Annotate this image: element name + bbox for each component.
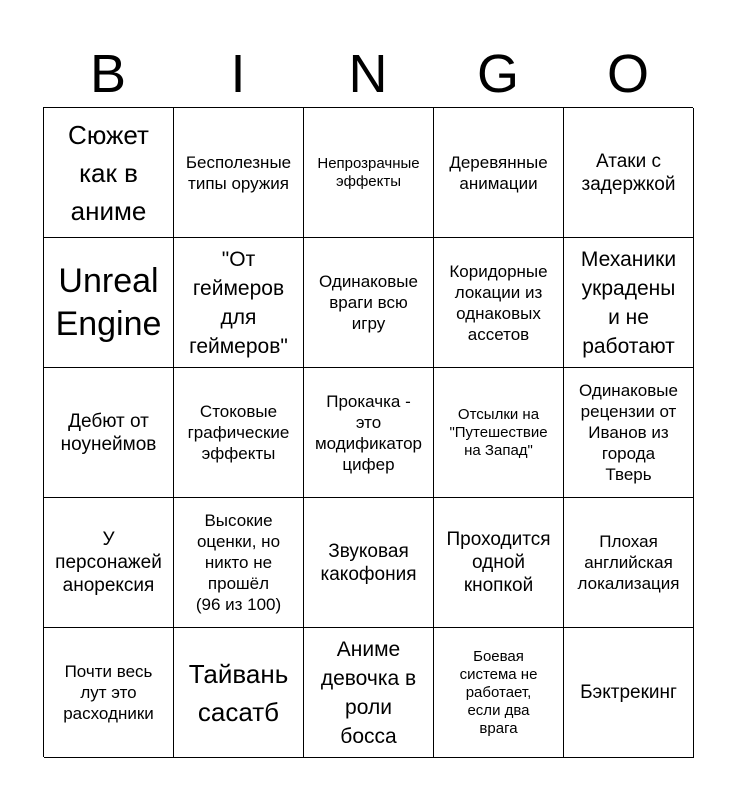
cell-text: Бэктрекинг [580,682,677,703]
header-letter-g: G [476,44,519,104]
bingo-cell-r3c5[interactable] [564,368,694,498]
header-letter-n: N [348,44,388,104]
bingo-cell-r4c3[interactable] [304,498,434,628]
bingo-cell-r2c4[interactable] [434,238,564,368]
bingo-grid [43,107,693,757]
cell-text: Одинаковые рецензии от Иванов из города Тверь [579,381,678,484]
bingo-cell-r4c1[interactable] [44,498,174,628]
bingo-cell-r5c4[interactable] [434,628,564,758]
cell-text: Unreal Engine [55,261,162,343]
cell-text: Дебют от ноунеймов [60,410,157,455]
cell-text: Непрозрачные эффекты [317,154,420,190]
cell-text: Высокие оценки, но никто не прошёл (96 из 100) [195,511,282,614]
cell-text: Боевая система не работает, если два врага [459,647,538,737]
cell-text: Одинаковые враги всю игру [319,272,418,333]
bingo-header [43,42,693,106]
bingo-cell-r3c1[interactable] [44,368,174,498]
bingo-cell-r1c4[interactable] [434,108,564,238]
bingo-cell-r2c1[interactable] [44,238,174,368]
bingo-cell-r4c2[interactable] [174,498,304,628]
bingo-cell-r3c3[interactable] [304,368,434,498]
bingo-cell-r5c3[interactable] [304,628,434,758]
cell-text: Плохая английская локализация [577,532,680,593]
bingo-cell-r3c2[interactable] [174,368,304,498]
bingo-cell-r5c1[interactable] [44,628,174,758]
header-letter-b: B [89,44,127,104]
cell-text: Отсылки на "Путешествие на Запад" [449,405,548,459]
bingo-cell-r1c1[interactable] [44,108,174,238]
bingo-cell-r1c3[interactable] [304,108,434,238]
cell-text: Сюжет как в аниме [68,119,149,226]
cell-text: Почти весь лут это расходники [63,662,154,723]
header-letter-o: O [606,44,649,104]
cell-text: Бесполезные типы оружия [185,152,292,193]
cell-text: Механики украдены и не работают [580,247,677,358]
cell-text: Деревянные анимации [449,152,548,193]
bingo-cell-r2c5[interactable] [564,238,694,368]
cell-text: Тайвань сасатб [188,658,289,727]
cell-text: Аниме девочка в роли босса [320,637,417,748]
bingo-cell-r2c2[interactable] [174,238,304,368]
bingo-cell-r2c3[interactable] [304,238,434,368]
bingo-cell-r4c5[interactable] [564,498,694,628]
cell-text: Стоковые графические эффекты [187,402,290,463]
header-letter-i: I [230,44,246,104]
cell-text: Атаки с задержкой [581,150,676,195]
bingo-cell-r3c4[interactable] [434,368,564,498]
bingo-cell-r1c5[interactable] [564,108,694,238]
cell-text: "От геймеров для геймеров" [189,247,288,358]
bingo-cell-r4c4[interactable] [434,498,564,628]
bingo-cell-r5c2[interactable] [174,628,304,758]
bingo-cell-r5c5[interactable] [564,628,694,758]
bingo-cell-r1c2[interactable] [174,108,304,238]
cell-text: Звуковая какофония [320,540,417,585]
cell-text: У персонажей анорексия [55,529,162,596]
cell-text: Проходится одной кнопкой [446,529,551,596]
cell-text: Прокачка - это модификатор цифер [314,391,423,474]
cell-text: Коридорные локации из однаковых ассетов [449,261,548,344]
